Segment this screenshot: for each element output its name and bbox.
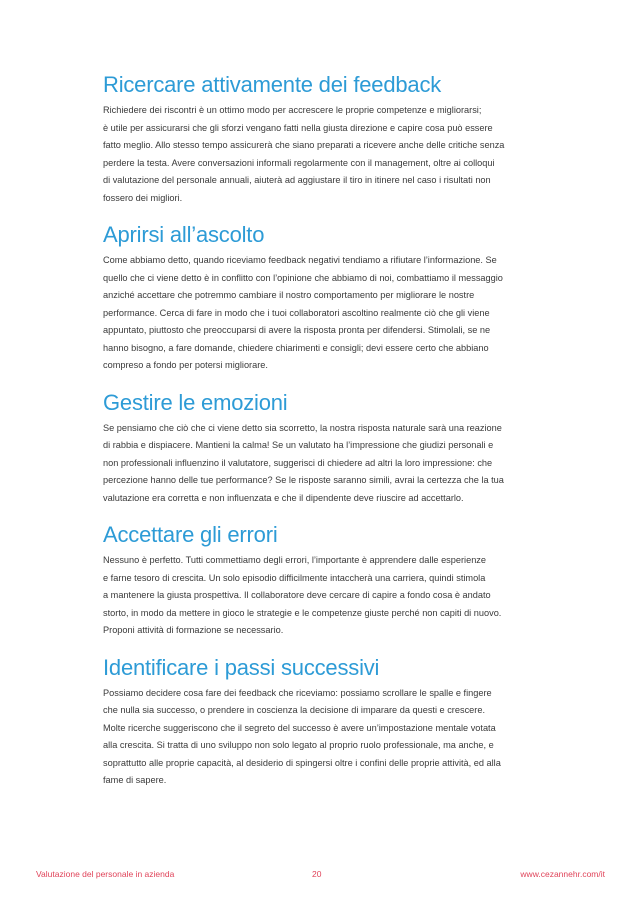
paragraph-line: soprattutto alle proprie capacità, al desiderio di spingersi oltre i confini delle proprie attività, ed alla <box>103 757 501 768</box>
paragraph-line: valutazione era corretta e non influenzata e che il dipendente deve riuscire ad accettarlo. <box>103 492 464 503</box>
paragraph-line: Nessuno è perfetto. Tutti commettiamo degli errori, l’importante è apprendere dalle esperienze <box>103 555 487 565</box>
paragraph-line: alla crescita. Si tratta di uno sviluppo non solo legato al proprio ruolo professionale, ma anche, e <box>103 740 494 750</box>
paragraph-line: hanno bisogno, a fare domande, chiedere chiarimenti e consigli; devi essere certo che abbiano <box>103 342 489 353</box>
section-paragraph <box>103 252 543 375</box>
footer-document-title: Valutazione del personale in azienda <box>36 869 175 879</box>
section-heading: Ricercare attivamente dei feedback <box>103 72 442 97</box>
paragraph-line: di rabbia e dispiacere. Mantieni la calma! Se un valutato ha l’impressione che giudizi personali e <box>103 440 494 450</box>
paragraph-line: Molte ricerche suggeriscono che il segreto del successo è avere un’impostazione mentale votata <box>103 722 496 733</box>
section-paragraph <box>103 685 543 790</box>
section-heading: Gestire le emozioni <box>103 389 288 415</box>
paragraph-line: Richiedere dei riscontri è un ottimo modo per accrescere le proprie competenze e migliorarsi; <box>103 105 482 115</box>
section-paragraph <box>103 420 543 508</box>
paragraph-line: di valutazione del personale annuali, aiuterà ad aggiustare il tiro in itinere nel caso i risultati non <box>103 175 491 185</box>
footer-page-number: 20 <box>312 869 322 879</box>
paragraph-line: fossero dei migliori. <box>103 192 183 203</box>
document-body <box>103 72 543 805</box>
paragraph-line: Se pensiamo che ciò che ci viene detto sia scorretto, la nostra risposta naturale sarà una reazione <box>103 422 502 433</box>
paragraph-line: percezione hanno delle tue performance? Se le risposte saranno simili, avrai la certezza che la tua <box>103 475 504 485</box>
section-heading: Aprirsi all’ascolto <box>103 222 265 247</box>
section-paragraph <box>103 102 543 207</box>
paragraph-line: e farne tesoro di crescita. Un solo episodio difficilmente intaccherà una carriera, quindi stimola <box>103 572 486 583</box>
section-paragraph <box>103 552 543 640</box>
paragraph-line: storto, in modo da mettere in gioco le strategie e le competenze giuste perché non capiti di nuovo. <box>103 607 502 618</box>
section-heading: Accettare gli errori <box>103 522 278 547</box>
section-heading: Identificare i passi successivi <box>103 654 380 680</box>
paragraph-line: non professionali influenzino il valutatore, suggerisci di chiedere ad altri la loro impressione: che <box>103 457 493 468</box>
paragraph-line: a mantenere la giusta prospettiva. Il collaboratore deve cercare di capire a fondo cosa è andato <box>103 590 491 600</box>
paragraph-line: fame di sapere. <box>103 775 167 785</box>
paragraph-line: Come abbiamo detto, quando riceviamo feedback negativi tendiamo a rifiutare l’informazione. Se <box>103 255 497 265</box>
paragraph-line: performance. Cerca di fare in modo che i tuoi collaboratori ascoltino realmente ciò che gli viene <box>103 307 490 318</box>
paragraph-line: Proponi attività di formazione se necessario. <box>103 625 284 635</box>
section-passi-successivi <box>103 655 543 790</box>
paragraph-line: è utile per assicurarsi che gli sforzi vengano fatti nella giusta direzione e capire cosa può essere <box>103 122 493 133</box>
paragraph-line: appuntato, piuttosto che preoccuparsi di avere la risposta pronta per difendersi. Stimolali, se ne <box>103 325 491 335</box>
footer-website-link[interactable]: www.cezannehr.com/it <box>520 869 605 879</box>
paragraph-line: compreso a fondo per potersi migliorare. <box>103 360 268 370</box>
paragraph-line: che nulla sia successo, o prendere in coscienza la decisione di imparare da questi e crescere. <box>103 705 485 715</box>
section-ascolto <box>103 222 543 375</box>
section-feedback <box>103 72 543 207</box>
paragraph-line: fatto meglio. Allo stesso tempo assicurerà che siano preparati a ricevere anche delle critiche senza <box>103 140 505 150</box>
paragraph-line: perdere la testa. Avere conversazioni informali regolarmente con il management, oltre ai colloqui <box>103 157 495 168</box>
paragraph-line: quello che ci viene detto è in conflitto con l’opinione che abbiamo di noi, combattiamo il messaggio <box>103 272 503 283</box>
paragraph-line: anziché accettare che potremmo cambiare il nostro comportamento per migliorare le nostre <box>103 290 475 300</box>
section-emozioni <box>103 390 543 508</box>
paragraph-line: Possiamo decidere cosa fare dei feedback che riceviamo: possiamo scrollare le spalle e fingere <box>103 687 492 698</box>
section-errori <box>103 522 543 640</box>
